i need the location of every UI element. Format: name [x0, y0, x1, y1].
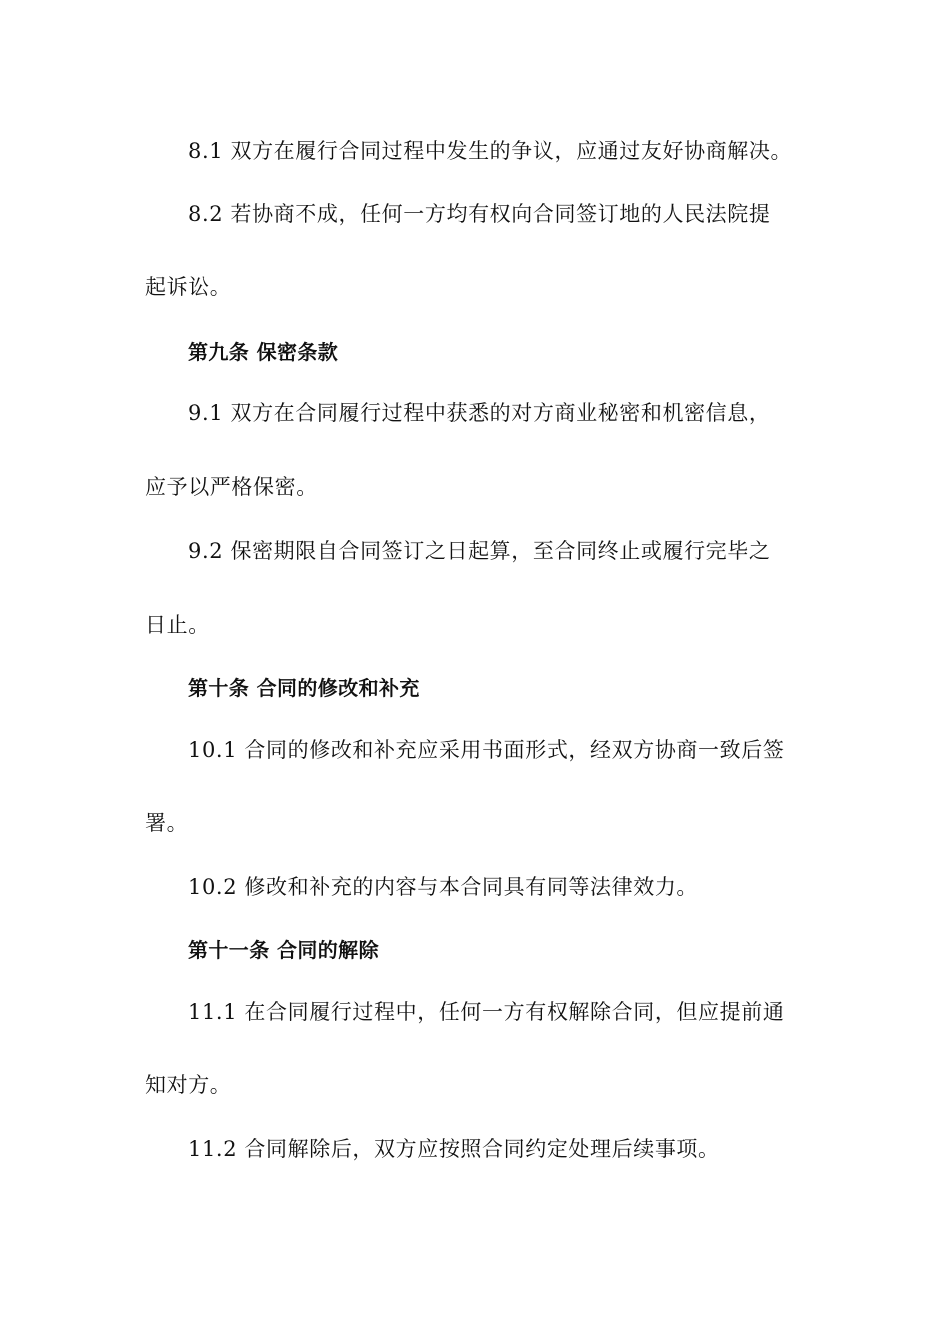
clause-11-1-line-1: 11.1 在合同履行过程中，任何一方有权解除合同，但应提前通	[188, 1000, 785, 1024]
clause-9-2-line-1: 9.2 保密期限自合同签订之日起算，至合同终止或履行完毕之	[188, 539, 771, 563]
clause-11-1-line-2: 知对方。	[145, 1073, 232, 1097]
clause-8-1-line-1: 8.1 双方在履行合同过程中发生的争议，应通过友好协商解决。	[188, 139, 793, 163]
clause-10-2-line-1: 10.2 修改和补充的内容与本合同具有同等法律效力。	[188, 875, 699, 899]
clause-9-1-line-1: 9.1 双方在合同履行过程中获悉的对方商业秘密和机密信息，	[188, 401, 771, 425]
clause-8-2-line-1: 8.2 若协商不成，任何一方均有权向合同签订地的人民法院提	[188, 202, 771, 226]
clause-10-1-line-1: 10.1 合同的修改和补充应采用书面形式，经双方协商一致后签	[188, 738, 785, 762]
clause-9-2-line-2: 日止。	[145, 613, 210, 637]
clause-10-1-line-2: 署。	[145, 811, 189, 835]
clause-8-2-line-2: 起诉讼。	[145, 275, 232, 299]
clause-11-2-line-1: 11.2 合同解除后，双方应按照合同约定处理后续事项。	[188, 1137, 720, 1161]
section-9-heading: 第九条 保密条款	[188, 340, 339, 364]
clause-9-1-line-2: 应予以严格保密。	[145, 475, 318, 499]
section-11-heading: 第十一条 合同的解除	[188, 938, 379, 962]
section-10-heading: 第十条 合同的修改和补充	[188, 676, 420, 700]
